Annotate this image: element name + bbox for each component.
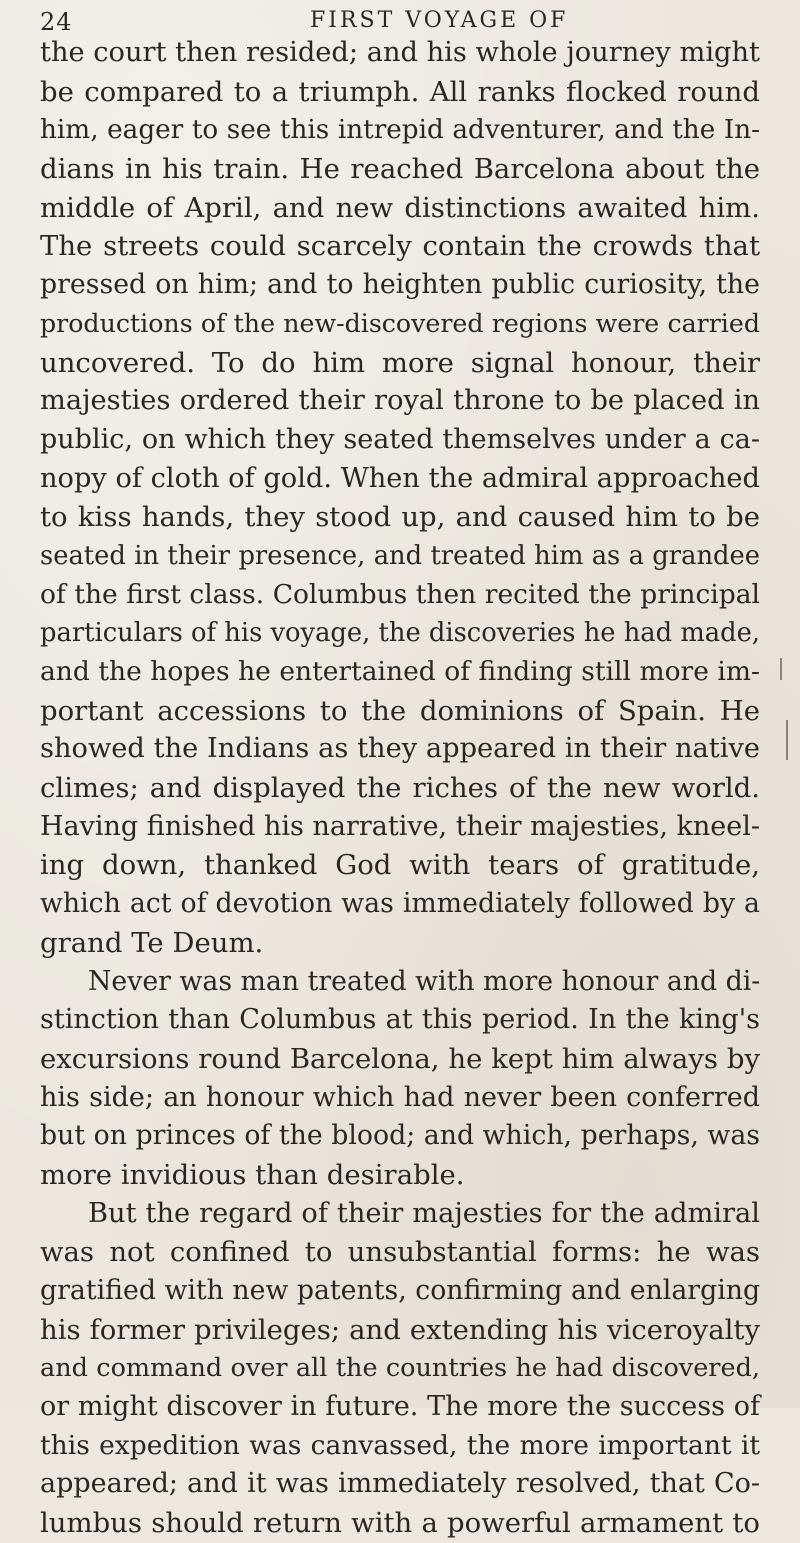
text-line: be compared to a triumph. All ranks flocked round <box>40 75 760 108</box>
text-line: was not confined to unsubstantial forms: he was <box>40 1236 760 1269</box>
running-head-title: FIRST VOYAGE OF <box>310 8 569 33</box>
text-line: showed the Indians as they appeared in their native <box>40 733 760 765</box>
text-line: which act of devotion was immediately followed by a <box>40 888 760 920</box>
text-line: productions of the new-discovered regions were carried <box>40 308 760 338</box>
text-line: middle of April, and new distinctions awaited him. <box>40 191 760 224</box>
text-line: uncovered. To do him more signal honour, their <box>40 346 760 379</box>
text-line: the court then resided; and his whole journey might <box>40 37 760 68</box>
text-line: ing down, thanked God with tears of gratitude, <box>40 849 760 882</box>
text-line: his side; an honour which had never been conferred <box>40 1081 760 1113</box>
text-line: of the first class. Columbus then recited the principal <box>40 578 760 610</box>
text-line: gratified with new patents, confirming and enlarging <box>40 1275 761 1306</box>
text-line: seated in their presence, and treated him as a grandee <box>40 540 760 571</box>
text-line: or might discover in future. The more the success of <box>40 1391 760 1423</box>
text-line: lumbus should return with a powerful armament to <box>40 1507 760 1540</box>
text-line: climes; and displayed the riches of the new world. <box>40 772 760 805</box>
margin-mark <box>786 720 788 760</box>
text-line: portant accessions to the dominions of Spain. He <box>40 694 760 727</box>
text-line: appeared; and it was immediately resolved, that Co- <box>40 1468 760 1500</box>
text-line: his former privileges; and extending his viceroyalty <box>40 1313 760 1346</box>
text-line: The streets could scarcely contain the crowds that <box>40 230 760 263</box>
text-line: grand Te Deum. <box>40 926 264 959</box>
text-line: Never was man treated with more honour and di- <box>88 965 761 997</box>
text-line: public, on which they seated themselves under a ca- <box>40 423 760 455</box>
text-line: him, eager to see this intrepid adventurer, and the In- <box>40 115 760 146</box>
body-text <box>40 34 760 1543</box>
text-line: nopy of cloth of gold. When the admiral approached <box>40 462 760 494</box>
text-line: this expedition was canvassed, the more important it <box>40 1429 760 1461</box>
text-line: stinction than Columbus at this period. In the king's <box>40 1004 760 1036</box>
text-line: and command over all the countries he had discovered, <box>40 1353 760 1384</box>
text-line: Having finished his narrative, their majesties, kneel- <box>40 810 760 842</box>
text-line: majesties ordered their royal throne to be placed in <box>40 385 760 417</box>
margin-mark <box>780 658 782 680</box>
text-line: But the regard of their majesties for the admiral <box>88 1197 760 1229</box>
text-line: excursions round Barcelona, he kept him always by <box>40 1042 760 1075</box>
running-head <box>40 6 760 36</box>
text-line: pressed on him; and to heighten public curiosity, the <box>40 269 760 301</box>
page-number: 24 <box>40 8 73 36</box>
text-line: dians in his train. He reached Barcelona about the <box>40 153 760 186</box>
text-line: to kiss hands, they stood up, and caused him to be <box>40 501 760 534</box>
text-line: particulars of his voyage, the discoveries he had made, <box>40 618 760 649</box>
text-line: and the hopes he entertained of finding still more im- <box>40 656 760 687</box>
text-line: more invidious than desirable. <box>40 1158 465 1191</box>
text-line: but on princes of the blood; and which, perhaps, was <box>40 1120 760 1152</box>
